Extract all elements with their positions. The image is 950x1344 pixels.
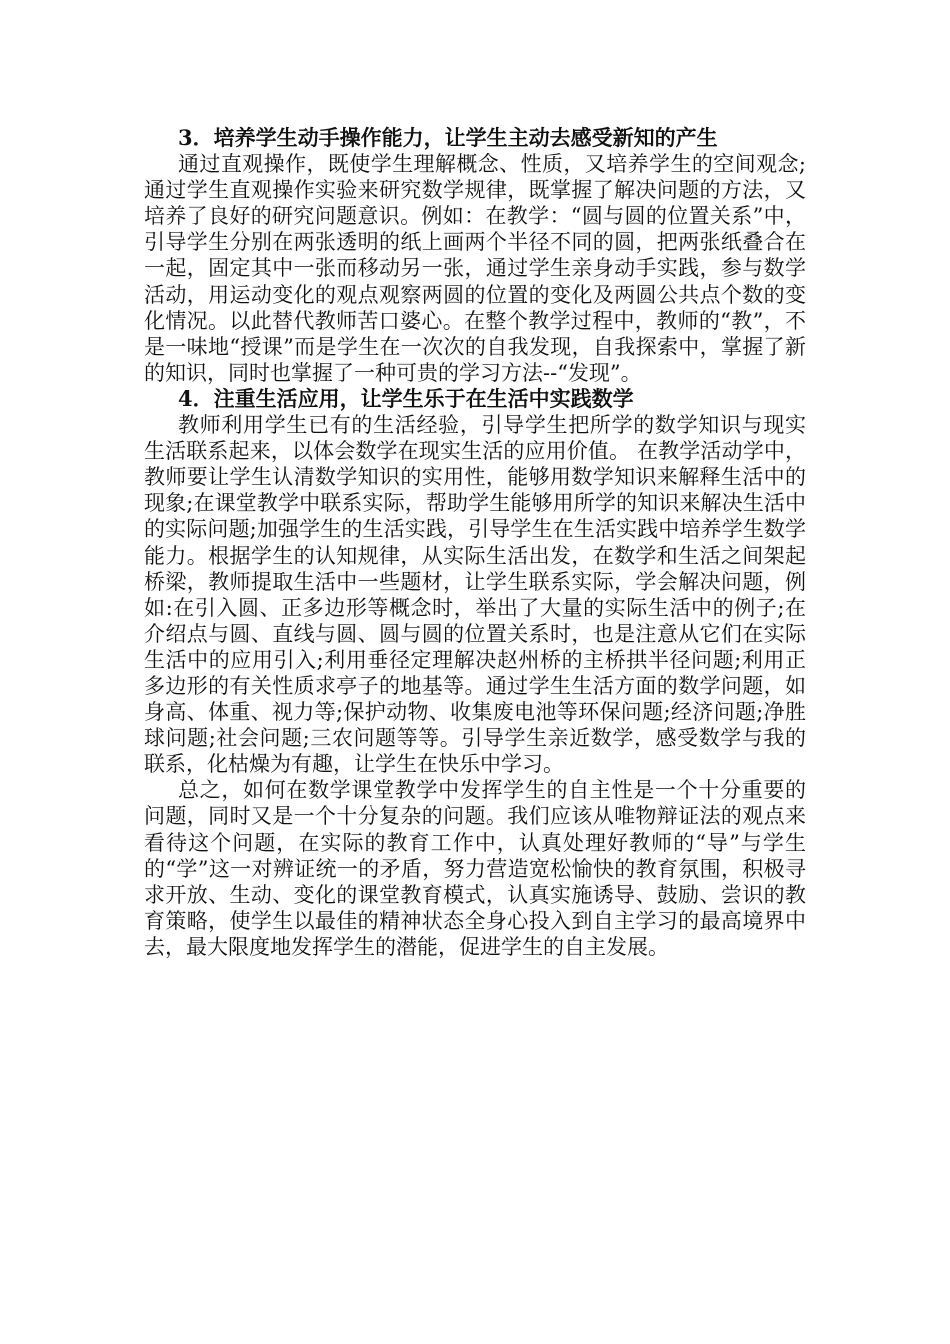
conclusion-paragraph: 总之，如何在数学课堂教学中发挥学生的自主性是一个十分重要的问题，同时又是一个十分复杂的问题。我们应该从唯物辩证法的观点来看待这个问题，在实际的教育工作中，认真处理好教师的“导”与学生的“学”这一对辨证统一的矛盾，努力营造宽松愉快的教育氛围，积极寻求开放、生动、变化的课堂教育模式，认真实施诱导、鼓励、尝识的教育策略，使学生以最佳的精神状态全身心投入到自主学习的最高境界中去，最大限度地发挥学生的潜能，促进学生的自主发展。: [144, 778, 806, 959]
section-3-heading: 3．培养学生动手操作能力，让学生主动去感受新知的产生: [178, 125, 718, 150]
section-4-heading: 4．注重生活应用，让学生乐于在生活中实践数学: [178, 385, 634, 411]
section-3-paragraph: 通过直观操作，既使学生理解概念、性质，又培养学生的空间观念;通过学生直观操作实验来研究数学规律，既掌握了解决问题的方法，又培养了良好的研究问题意识。例如：在教学：“圆与圆的位置关系”中，引导学生分别在两张透明的纸上画两个半径不同的圆，把两张纸叠合在一起，固定其中一张而移动另一张，通过学生亲身动手实践，参与数学活动，用运动变化的观点观察两圆的位置的变化及两圆公共点个数的变化情况。以此替代教师苦口婆心。在整个教学过程中，教师的“教”，不是一味地“授课”而是学生在一次次的自我发现，自我探索中，掌握了新的知识，同时也掌握了一种可贵的学习方法--“发现”。: [144, 152, 806, 385]
section-4-paragraph: 教师利用学生已有的生活经验，引导学生把所学的数学知识与现实生活联系起来，以体会数学在现实生活的应用价值。 在教学活动学中，教师要让学生认清数学知识的实用性，能够用数学知识来解释生活中的现象;在课堂教学中联系实际，帮助学生能够用所学的知识来解决生活中的实际问题;加强学生的生活实践，引导学生在生活实践中培养学生数学能力。根据学生的认知规律，从实际生活出发，在数学和生活之间架起桥梁，教师提取生活中一些题材，让学生联系实际，学会解决问题，例如:在引入圆、正多边形等概念时，举出了大量的实际生活中的例子;在介绍点与圆、直线与圆、圆与圆的位置关系时，也是注意从它们在实际生活中的应用引入;利用垂径定理解决赵州桥的主桥拱半径问题;利用正多边形的有关性质求亭子的地基等。通过学生生活方面的数学问题，如身高、体重、视力等;保护动物、收集废电池等环保问题;经济问题;净胜球问题;社会问题;三农问题等等。引导学生亲近数学，感受数学与我的联系，化枯燥为有趣，让学生在快乐中学习。: [144, 413, 806, 777]
document-body: [144, 125, 806, 960]
